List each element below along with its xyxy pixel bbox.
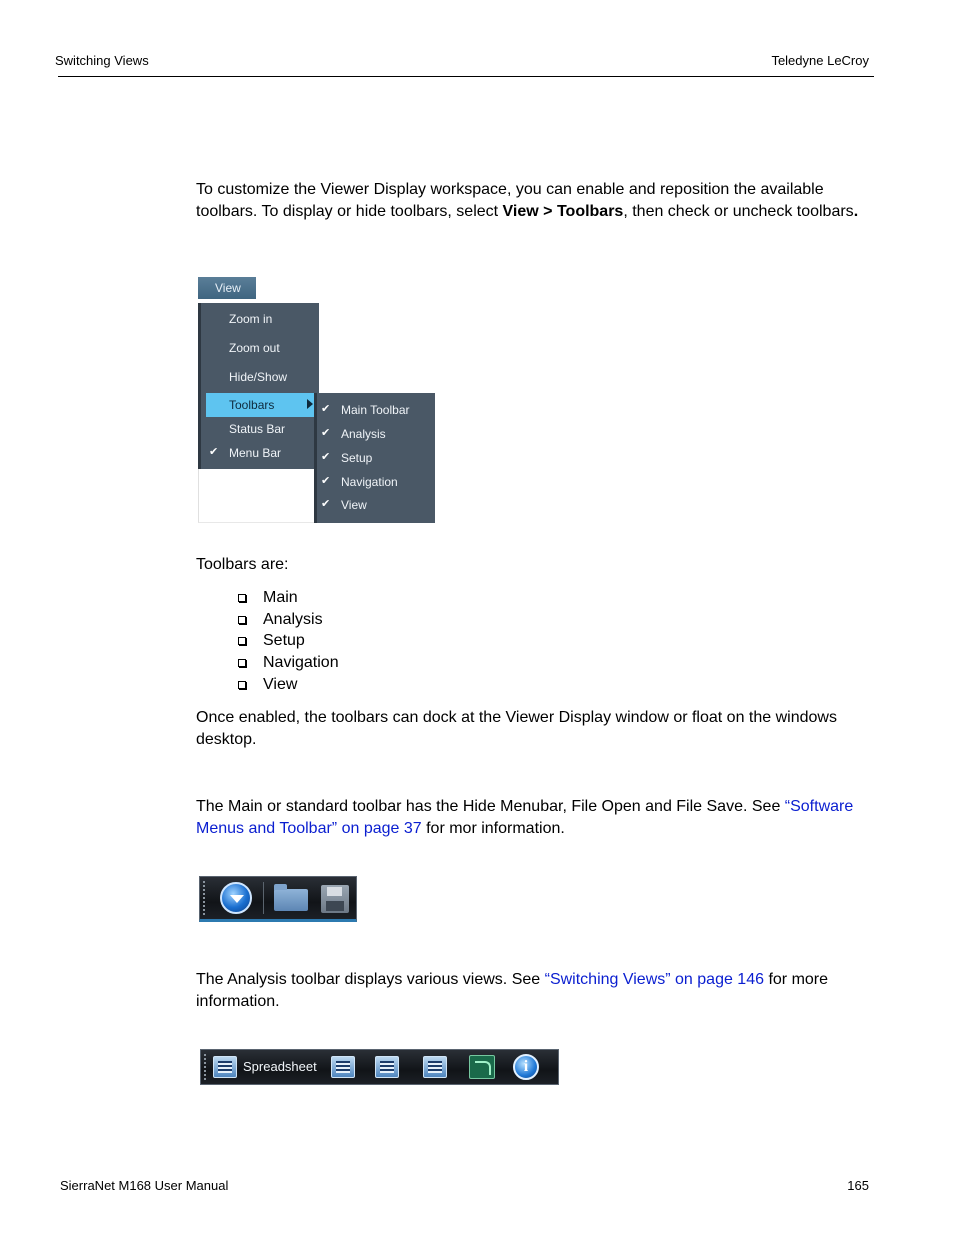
toolbar-grip-icon[interactable] <box>204 1054 206 1080</box>
software-menus-link[interactable]: “Software Menus and Toolbar” on page 37 <box>196 798 854 837</box>
intro-menu-path: View > Toolbars <box>502 203 624 220</box>
main-toolbar-text-after: for mor information. <box>421 820 565 837</box>
list-item-label: Navigation <box>263 654 339 672</box>
list-item <box>236 630 339 652</box>
file-open-icon[interactable] <box>274 889 308 911</box>
check-icon: ✔ <box>321 451 331 463</box>
header-rule <box>58 76 874 77</box>
spreadsheet-label[interactable]: Spreadsheet <box>243 1059 317 1074</box>
menu-item-status-bar[interactable] <box>201 417 322 441</box>
list-item <box>236 652 339 674</box>
submenu-arrow-icon <box>307 399 313 409</box>
intro-period: . <box>853 203 859 220</box>
page-number: 165 <box>847 1178 869 1193</box>
toolbars-intro: Toolbars are: <box>196 556 289 573</box>
main-toolbar-text: The Main or standard toolbar has the Hide Menubar, File Open and File Save. See <box>196 798 785 815</box>
submenu-item-main-toolbar[interactable] <box>317 398 438 422</box>
submenu-item-analysis[interactable] <box>317 422 438 446</box>
submenu-item-navigation[interactable] <box>317 470 438 494</box>
file-save-icon[interactable] <box>321 885 349 913</box>
list-item <box>236 674 339 696</box>
hide-menubar-icon[interactable] <box>220 882 252 914</box>
submenu-item-setup[interactable] <box>317 446 438 470</box>
check-icon: ✔ <box>321 403 331 415</box>
menu-item-zoom-in[interactable] <box>201 307 322 331</box>
view-menu-dropdown <box>198 303 319 469</box>
dock-paragraph: Once enabled, the toolbars can dock at the Viewer Display window or float on the windows desktop. <box>196 709 837 748</box>
info-icon[interactable]: i <box>513 1054 539 1080</box>
checkbox-bullet-icon <box>238 616 246 624</box>
toolbar-separator <box>263 882 264 914</box>
submenu-item-label: Setup <box>341 451 373 465</box>
checkbox-bullet-icon <box>238 637 246 645</box>
check-icon: ✔ <box>321 427 331 439</box>
submenu-item-view[interactable] <box>317 493 438 517</box>
menu-item-hide-show[interactable] <box>201 365 322 389</box>
toolbars-submenu <box>314 393 435 523</box>
check-icon: ✔ <box>321 475 331 487</box>
check-icon: ✔ <box>321 498 331 510</box>
submenu-item-label: Main Toolbar <box>341 403 410 417</box>
menu-item-label: Zoom out <box>229 341 280 355</box>
spreadsheet-icon[interactable] <box>213 1056 237 1078</box>
detail-view-icon[interactable] <box>375 1056 399 1078</box>
analysis-toolbar-paragraph <box>196 969 876 1013</box>
intro-paragraph <box>196 179 876 223</box>
analysis-toolbar-text: The Analysis toolbar displays various views. See <box>196 971 545 988</box>
data-view-icon[interactable] <box>423 1056 447 1078</box>
list-item <box>236 609 339 631</box>
menu-shadow <box>198 469 314 523</box>
list-item-label: Analysis <box>263 610 323 628</box>
toolbar-list <box>236 587 339 695</box>
analysis-toolbar-text-after: for more information. <box>196 971 829 1010</box>
list-item-label: Setup <box>263 632 305 650</box>
menu-item-label: Zoom in <box>229 312 273 326</box>
waveform-icon[interactable] <box>469 1055 495 1079</box>
view-menu-screenshot <box>197 277 437 524</box>
menu-item-label: Status Bar <box>229 422 286 436</box>
toolbar-grip-icon[interactable] <box>203 881 205 915</box>
intro-text-2: , then check or uncheck toolbars <box>623 203 854 220</box>
intro-text-1: To customize the Viewer Display workspace, you can enable and reposition the available toolbars. To display or hide toolbars, select <box>196 181 824 220</box>
check-icon: ✔ <box>209 446 219 458</box>
menu-view-title[interactable]: View <box>198 277 256 299</box>
checkbox-bullet-icon <box>238 659 246 667</box>
menu-item-label: Menu Bar <box>229 446 282 460</box>
submenu-item-label: Analysis <box>341 427 386 441</box>
submenu-item-label: View <box>341 498 367 512</box>
analysis-toolbar-image <box>200 1049 559 1085</box>
menu-item-zoom-out[interactable] <box>201 336 322 360</box>
list-item-label: View <box>263 675 298 693</box>
footer-manual-title: SierraNet M168 User Manual <box>60 1178 229 1193</box>
submenu-item-label: Navigation <box>341 475 398 489</box>
switching-views-link[interactable]: “Switching Views” on page 146 <box>544 971 764 988</box>
menu-item-label: Toolbars <box>229 398 275 412</box>
list-item <box>236 587 339 609</box>
running-header-company: Teledyne LeCroy <box>771 53 869 68</box>
checkbox-bullet-icon <box>238 681 246 689</box>
main-toolbar-paragraph <box>196 796 876 840</box>
running-header-title: Switching Views <box>55 53 149 68</box>
menu-item-toolbars[interactable] <box>206 393 316 417</box>
packet-view-icon[interactable] <box>331 1056 355 1078</box>
list-item-label: Main <box>263 589 298 606</box>
main-toolbar-image <box>199 876 357 922</box>
menu-item-menu-bar[interactable] <box>201 441 322 465</box>
menu-item-label: Hide/Show <box>229 370 288 384</box>
checkbox-bullet-icon <box>238 594 246 602</box>
